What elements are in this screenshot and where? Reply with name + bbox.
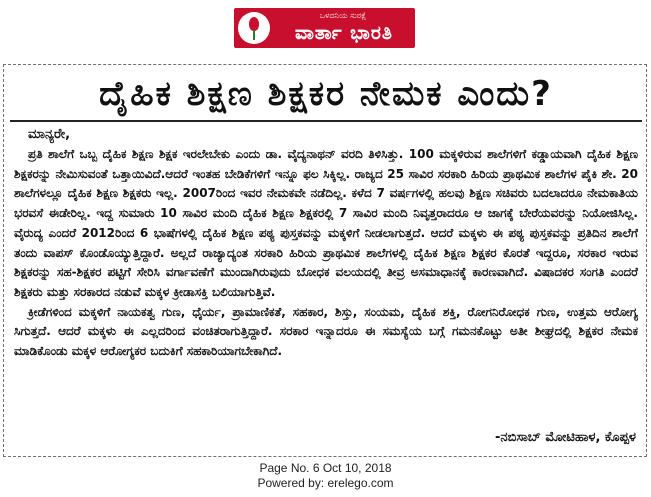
- headline-divider: [10, 120, 642, 122]
- masthead-logo: [234, 8, 415, 48]
- article-paragraph-1: ಪ್ರತಿ ಶಾಲೆಗೆ ಒಬ್ಬ ದೈಹಿಕ ಶಿಕ್ಷಣ ಶಿಕ್ಷಕ ಇರಲೇಬೇಕು ಎಂದು ಡಾ. ವೈದ್ಯನಾಥನ್ ವರದಿ ತಿಳಿಸಿತ್ತು. 100 ಮಕ್ಕಳಿರುವ ಶಾಲೆಗಳಿಗೆ ಕಡ್ಡಾಯವಾಗಿ ದೈಹಿಕ ಶಿಕ್ಷಣ ಶಿಕ್ಷಕರನ್ನು ನೇಮಿಸುವಂತೆ ಒತ್ತಾಯಿವಿದೆ.ಆದರೆ ಇಂತಹ ಬೇಡಿಕೆಗಳಿಗೆ ಇನ್ನೂ ಫಲ ಸಿಕ್ಕಿಲ್ಲ. ರಾಜ್ಯದ 25 ಸಾವಿರ ಸರಕಾರಿ ಹಿರಿಯ ಪ್ರಾಥಮಿಕ ಶಾಲೆಗಳ ಪೈಕಿ ಶೇ. 20 ಶಾಲೆಗಳಲ್ಲೂ ದೈಹಿಕ ಶಿಕ್ಷಣ ಶಿಕ್ಷಕರು ಇಲ್ಲ. 2007ರಿಂದ ಇವರ ನೇಮಕವೇ ನಡೆದಿಲ್ಲ. ಕಳೆದ 7 ವರ್ಷಗಳಲ್ಲಿ ಹಲವು ಶಿಕ್ಷಣ ಸಚಿವರು ಬದಲಾದರೂ ನೇಮಕಾತಿಯ ಭರವಸೆ ಈಡೇರಿಲ್ಲ. ಇದ್ದ ಸುಮಾರು 10 ಸಾವಿರ ಮಂದಿ ದೈಹಿಕ ಶಿಕ್ಷಣ ಶಿಕ್ಷಕರಲ್ಲಿ 7 ಸಾವಿರ ಮಂದಿ ನಿವೃತ್ತರಾದರೂ ಆ ಜಾಗಕ್ಕೆ ಬೇರೆಯವರನ್ನು ನಿಯೋಜಿಸಿಲ್ಲ. ವೈರುದ್ಯ ಎಂದರೆ 2012ರಿಂದ 6 ಭಾಷೆಗಳಲ್ಲಿ ದೈಹಿಕ ಶಿಕ್ಷಣ ಪಠ್ಯ ಪುಸ್ತಕವನ್ನು ಮಕ್ಕಳಿಗೆ ನೀಡಲಾಗುತ್ತದೆ. ಆದರೆ ಮಕ್ಕಳು ಈ ಪಠ್ಯ ಪುಸ್ತಕವನ್ನು ಪ್ರತಿದಿನ ಶಾಲೆಗೆ ತಂದು ವಾಪಸ್ ಕೊಂಡೊಯ್ಯುತ್ತಿದ್ದಾರೆ. ಅಲ್ಲದೆ ರಾಜ್ಯಾದ್ಯಂತ ಸರಕಾರಿ ಹಿರಿಯ ಪ್ರಾಥಮಿಕ ಶಾಲೆಗಳಲ್ಲಿ ದೈಹಿಕ ಶಿಕ್ಷಣ ಶಿಕ್ಷಕರ ಕೊರತೆ ಇದ್ದರೂ, ಸರಕಾರ ಇರುವ ಶಿಕ್ಷಕರನ್ನು ಸಹ-ಶಿಕ್ಷಕರ ಪಟ್ಟಿಗೆ ಸೇರಿಸಿ ವರ್ಗಾವಣೆಗೆ ಮುಂದಾಗಿರುವುದು ಬೋಧಕ ವಲಯದಲ್ಲಿ ತೀವ್ರ ಅಸಮಾಧಾನಕ್ಕೆ ಕಾರಣವಾಗಿದೆ. ವಿಷಾದಕರ ಸಂಗತಿ ಎಂದರೆ ಶಿಕ್ಷಕರು ಮತ್ತು ಸರಕಾರದ ನಡುವೆ ಮಕ್ಕಳ ಕ್ರೀಡಾಸಕ್ತಿ ಬಲಿಯಾಗುತ್ತಿವೆ.: [14, 147, 638, 299]
- masthead-brand: ವಾರ್ತಾ ಭಾರತಿ: [295, 22, 393, 44]
- article-headline: ದೈಹಿಕ ಶಿಕ್ಷಣ ಶಿಕ್ಷಕರ ನೇಮಕ ಎಂದು?: [99, 74, 553, 114]
- powered-by-link[interactable]: Powered by: erelego.com: [257, 476, 394, 490]
- article-signature: -ನಬಿಸಾಬ್ ಮೋಟಿಹಾಳ, ಕೊಪ್ಪಳ: [494, 430, 636, 445]
- article-greeting: ಮಾನ್ಯರೇ,: [28, 127, 71, 142]
- lotus-logo-icon: [238, 12, 270, 44]
- masthead-tagline: ಒಳದನಿಯ ಸುರಕ್ಷೆ: [319, 11, 367, 20]
- page-footer: [0, 461, 651, 495]
- article-body: [14, 145, 638, 425]
- page-info: Page No. 6 Oct 10, 2018: [259, 461, 392, 475]
- article-clipping: [3, 64, 647, 457]
- article-paragraph-2: ಕ್ರೀಡೆಗಳಿಂದ ಮಕ್ಕಳಿಗೆ ನಾಯಕತ್ವ ಗುಣ, ಧೈರ್ಯ, ಪ್ರಾಮಾಣಿಕತೆ, ಸಹಕಾರ, ಶಿಸ್ತು, ಸಂಯಮ, ದೈಹಿಕ ಶಕ್ತಿ, ರೋಗನಿರೋಧಕ ಗುಣ, ಉತ್ತಮ ಆರೋಗ್ಯ ಸಿಗುತ್ತದೆ. ಆದರೆ ಮಕ್ಕಳು ಈ ಎಲ್ಲದರಿಂದ ವಂಚಿತರಾಗುತ್ತಿದ್ದಾರೆ. ಸರಕಾರ ಇನ್ನಾದರೂ ಈ ಸಮಸ್ಯೆಯ ಬಗ್ಗೆ ಗಮನಕೊಟ್ಟು ಅತೀ ಶೀಘ್ರದಲ್ಲಿ ಶಿಕ್ಷಕರ ನೇಮಕ ಮಾಡಿಕೊಂಡು ಮಕ್ಕಳ ಆರೋಗ್ಯಕರ ಬದುಕಿಗೆ ಸಹಕಾರಿಯಾಗಬೇಕಾಗಿದೆ.: [14, 304, 638, 359]
